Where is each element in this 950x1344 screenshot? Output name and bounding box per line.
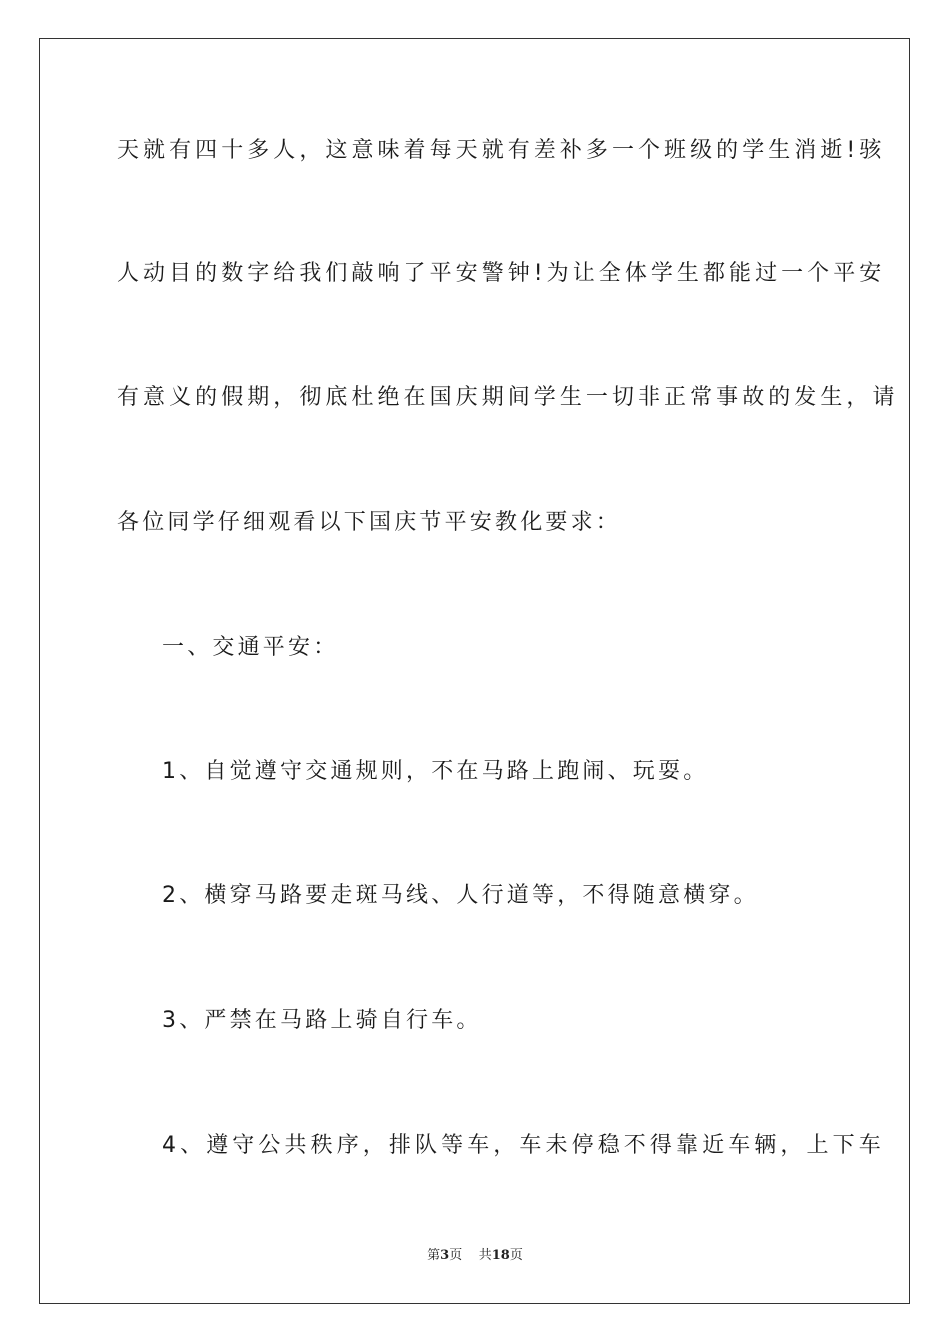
list-item-1: 1、自觉遵守交通规则，不在马路上跑闹、玩耍。 (162, 759, 709, 784)
total-suffix: 页 (509, 1248, 523, 1263)
paragraph-line-4: 各位同学仔细观看以下国庆节平安教化要求： (117, 510, 622, 535)
paragraph-line-3: 有意义的假期，彻底杜绝在国庆期间学生一切非正常事故的发生，请 (117, 385, 899, 410)
list-item-3: 3、严禁在马路上骑自行车。 (162, 1008, 482, 1033)
list-item-2: 2、横穿马路要走斑马线、人行道等，不得随意横穿。 (162, 883, 759, 908)
page-number: 3 (440, 1248, 450, 1263)
list-item-4: 4、遵守公共秩序，排队等车，车未停稳不得靠近车辆，上下车 (162, 1133, 885, 1158)
page-suffix: 页 (449, 1248, 463, 1263)
section-heading-traffic: 一、交通平安： (162, 635, 339, 660)
paragraph-line-1: 天就有四十多人，这意味着每天就有差补多一个班级的学生消逝!骇 (117, 138, 886, 163)
paragraph-line-2: 人动目的数字给我们敲响了平安警钟!为让全体学生都能过一个平安 (117, 261, 886, 286)
page-footer (0, 1247, 950, 1265)
page-border (39, 38, 910, 1304)
total-prefix: 共 (478, 1248, 492, 1263)
total-pages: 18 (491, 1248, 510, 1263)
page-prefix: 第 (427, 1248, 441, 1263)
